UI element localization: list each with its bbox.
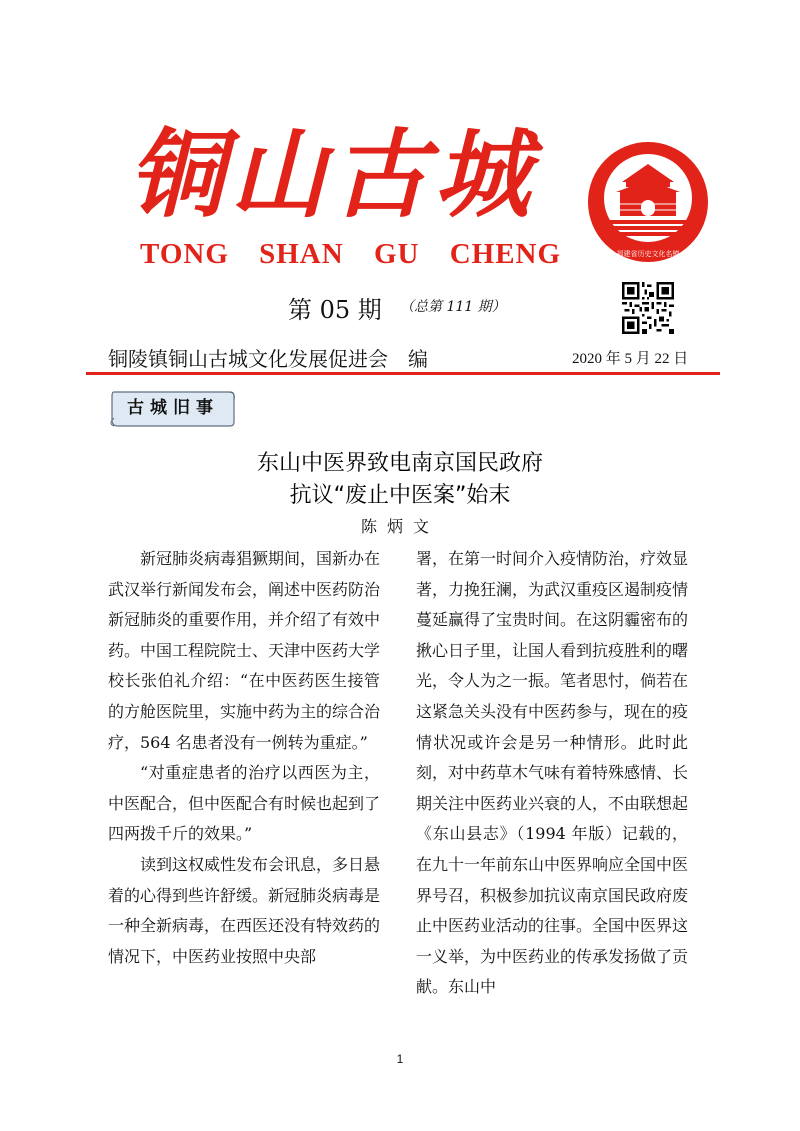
publish-date: 2020 年 5 月 22 日 <box>572 351 689 367</box>
article-paragraph: 读到这权威性发布会讯息，多日悬着的心得到些许舒缓。新冠肺炎病毒是一种全新病毒，在西医还没有特效药的情况下，中医药业按照中央部 <box>108 854 381 966</box>
qr-code-icon <box>622 282 674 334</box>
issue-number: 第 05 期 <box>288 296 382 324</box>
article-headline-line2: 抗议“废止中医案”始末 <box>289 483 511 508</box>
header-divider <box>86 372 720 375</box>
issue-total: （总第 111 期） <box>400 299 506 315</box>
article-paragraph: “对重症患者的治疗以西医为主，中医配合，但中医配合有时候也起到了四两拨千斤的效果。” <box>108 763 381 844</box>
section-tag-label: 古城旧事 <box>127 398 219 418</box>
masthead-title: 铜山古城 <box>128 118 536 231</box>
article-column-left <box>108 544 380 972</box>
article-paragraph: 新冠肺炎病毒猖獗期间，国新办在武汉举行新闻发布会，阐述中医药防治新冠肺炎的重要作用，并介绍了有效中药。中国工程院院士、天津中医药大学校长张伯礼介绍：“在中医药医生接管的方舱医院里，实施中药为主的综合治疗，564 名患者没有一例转为重症。” <box>108 549 381 752</box>
article-paragraph: 署，在第一时间介入疫情防治，疗效显著，力挽狂澜，为武汉重疫区遏制疫情蔓延赢得了宝贵时间。在这阴霾密布的揪心日子里，让国人看到抗疫胜利的曙光，令人为之一振。笔者思忖，倘若在这紧急关头没有中医药参与，现在的疫情状况或许会是另一种情形。此时此刻，对中药草木气味有着特殊感情、长期关注中医药业兴衰的人，不由联想起《东山县志》（1994 年版）记载的，在九十一年前东山中医界响应全国中医界号召，积极参加抗议南京国民政府废止中医药业活动的往事。全国中医界这一义举，为中医药业的传承发扬做了贡献。东山中 <box>416 549 689 997</box>
article-author: 陈炳文 <box>360 517 439 536</box>
article-column-right <box>416 544 688 1003</box>
svg-text:福建省历史文化名镇: 福建省历史文化名镇 <box>616 250 680 258</box>
masthead-pinyin: TONG SHAN GU CHENG <box>140 238 562 270</box>
editor-line: 铜陵镇铜山古城文化发展促进会 编 <box>108 347 428 371</box>
page-number: 1 <box>396 1052 404 1066</box>
town-seal-logo <box>586 140 710 264</box>
article-headline-line1: 东山中医界致电南京国民政府 <box>256 451 543 476</box>
